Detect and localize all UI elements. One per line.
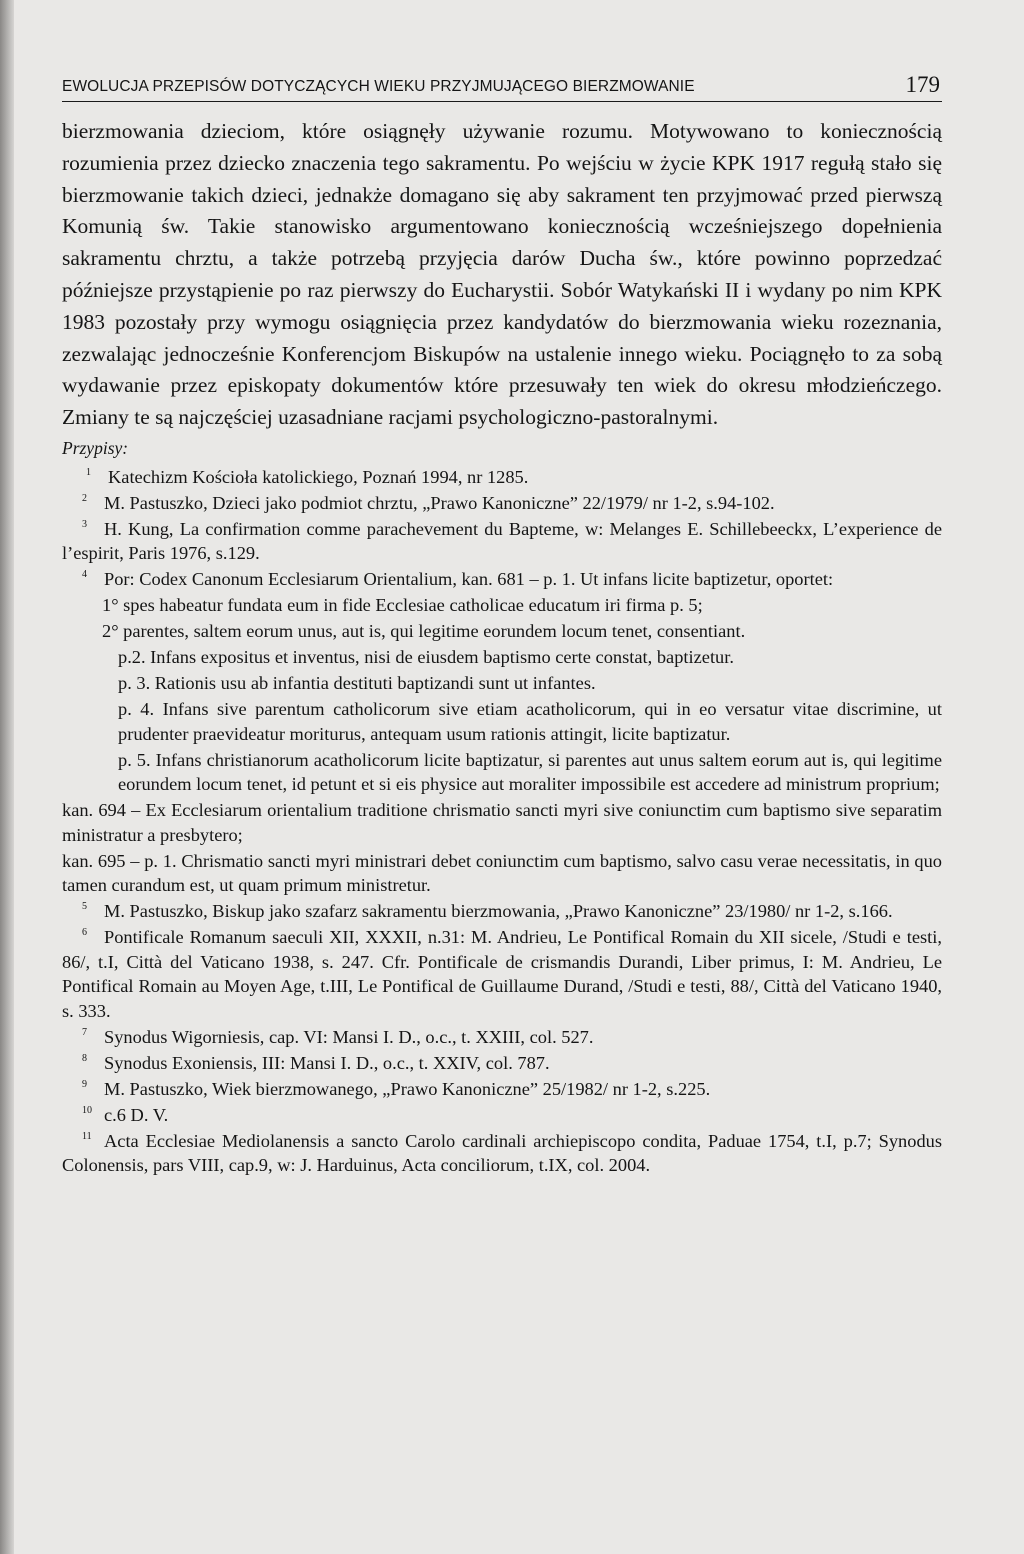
book-page [62, 58, 942, 1179]
footnote-number: 9 [82, 1078, 87, 1090]
footnote-11 [62, 1129, 942, 1178]
canon-paragraph-3: p. 3. Rationis usu ab infantia destituti baptizandi sunt ut infantes. [118, 673, 596, 694]
footnote-text: M. Pastuszko, Dzieci jako podmiot chrztu, „Prawo Kanoniczne” 22/1979/ nr 1-2, s.94-102. [104, 492, 775, 513]
footnote-5 [62, 899, 942, 924]
running-header [62, 58, 942, 102]
footnote-text: Katechizm Kościoła katolickiego, Poznań 1994, nr 1285. [108, 466, 529, 487]
footnote-number: 3 [82, 518, 87, 530]
footnote-number: 4 [82, 569, 87, 581]
footnote-number: 5 [82, 901, 87, 913]
footnote-1 [62, 465, 942, 490]
page-number: 179 [905, 72, 940, 97]
footnote-number: 2 [82, 492, 87, 504]
running-title: EWOLUCJA PRZEPISÓW DOTYCZĄCYCH WIEKU PRZYJMUJĄCEGO BIERZMOWANIE [62, 78, 695, 95]
footnote-10 [62, 1103, 942, 1128]
footnote-text: Por: Codex Canonum Ecclesiarum Orientalium, kan. 681 – p. 1. Ut infans licite baptizetur, oportet: [104, 569, 834, 590]
footnote-text: H. Kung, La confirmation comme parachevement du Bapteme, w: Melanges E. Schillebeeckx, L’experience de l’espirit, Paris 1976, s.129. [62, 518, 942, 564]
footnote-number: 11 [82, 1130, 92, 1142]
footnote-text: M. Pastuszko, Wiek bierzmowanego, „Prawo Kanoniczne” 25/1982/ nr 1-2, s.225. [104, 1078, 711, 1099]
footnote-number: 8 [82, 1052, 87, 1064]
footnote-text: Synodus Wigorniesis, cap. VI: Mansi I. D., o.c., t. XXIII, col. 527. [104, 1026, 594, 1047]
footnote-text: Pontificale Romanum saeculi XII, XXXII, n.31: M. Andrieu, Le Pontifical Romain du XII sicele, /Studi e testi, 86/, t.I, Città del Vaticano 1938, s. 247. Cfr. Pontificale de crismandis Durandi, Liber primus, I: M. Andrieu, Le Pontifical Romain au Moyen Age, t.III, Le Pontifical de Guillaume Durand, /Studi e testi, 88/, Città del Vaticano 1940, s. 333. [62, 927, 942, 1021]
footnote-6 [62, 925, 942, 1023]
footnotes [62, 465, 942, 1178]
canon-paragraph-5: p. 5. Infans christianorum acatholicorum licite baptizatur, si parentes aut unus saltem eorum aut is, qui legitime eorundem locum tenet, id petunt et si eis physice aut moraliter impossibile est accedere ad ministrum proprium; [118, 749, 942, 795]
footnote-number: 1 [86, 466, 91, 478]
footnote-text: c.6 D. V. [104, 1104, 169, 1125]
footnote-number: 10 [82, 1104, 92, 1116]
canon-695: kan. 695 – p. 1. Chrismatio sancti myri ministrari debet coniunctim cum baptismo, salvo casu verae necessitatis, in quo tamen curandum est, ut quam primum ministretur. [62, 850, 942, 896]
footnote-7 [62, 1025, 942, 1050]
footnote-text: Acta Ecclesiae Mediolanensis a sancto Carolo cardinali archiepiscopo condita, Paduae 1754, t.I, p.7; Synodus Colonensis, pars VIII, cap.9, w: J. Harduinus, Acta conciliorum, t.IX, col. 2004. [62, 1130, 942, 1176]
footnote-number: 6 [82, 927, 87, 939]
footnote-text: M. Pastuszko, Biskup jako szafarz sakramentu bierzmowania, „Prawo Kanoniczne” 23/1980/ nr 1-2, s.166. [104, 901, 893, 922]
footnote-2 [62, 491, 942, 516]
canon-694: kan. 694 – Ex Ecclesiarum orientalium traditione chrismatio sancti myri sive coniunctim cum baptismo sive separatim ministratur a presbytero; [62, 800, 942, 845]
footnote-4 [62, 567, 942, 592]
footnote-text: Synodus Exoniensis, III: Mansi I. D., o.c., t. XXIV, col. 787. [104, 1052, 550, 1073]
binding-shadow [0, 0, 14, 1554]
canon-paragraph-2: p.2. Infans expositus et inventus, nisi de eiusdem baptismo certe constat, baptizetur. [118, 647, 734, 668]
canon-item-1: 1° spes habeatur fundata eum in fide Ecclesiae catholicae educatum iri firma p. 5; [102, 595, 703, 616]
footnote-8 [62, 1051, 942, 1076]
canon-item-2: 2° parentes, saltem eorum unus, aut is, qui legitime eorundem locum tenet, consentiant. [102, 621, 746, 642]
body-paragraph: bierzmowania dzieciom, które osiągnęły używanie rozumu. Motywowano to koniecznością rozumienia przez dziecko znaczenia tego sakramentu. Po wejściu w życie KPK 1917 regułą stało się bierzmowanie takich dzieci, jednakże domagano się aby sakrament ten przyjmować przed pierwszą Komunią św. Takie stanowisko argumentowano koniecznością wcześniejszego dopełnienia sakramentu chrztu, a także potrzebą przyjęcia darów Ducha św., które powinno poprzedzać późniejsze przystąpienie po raz pierwszy do Eucharystii. Sobór Watykański II i wydany po nim KPK 1983 pozostały przy wymogu osiągnięcia przez kandydatów do bierzmowania wieku rozeznania, zezwalając jednocześnie Konferencjom Biskupów na ustalenie innego wieku. Pociągnęło to za sobą wydawanie przez episkopaty dokumentów które przesuwały ten wiek do okresu młodzieńczego. Zmiany te są najczęściej uzasadniane racjami psychologiczno-pastoralnymi. [62, 119, 942, 430]
footnote-9 [62, 1077, 942, 1102]
footnote-3 [62, 517, 942, 566]
footnote-number: 7 [82, 1026, 87, 1038]
footnotes-heading: Przypisy: [62, 437, 129, 458]
canon-paragraph-4: p. 4. Infans sive parentum catholicorum sive etiam acatholicorum, qui in eo versatur vitae discrimine, ut prudenter praevideatur moriturus, antequam usum rationis attingit, licite baptizatur. [118, 699, 942, 744]
